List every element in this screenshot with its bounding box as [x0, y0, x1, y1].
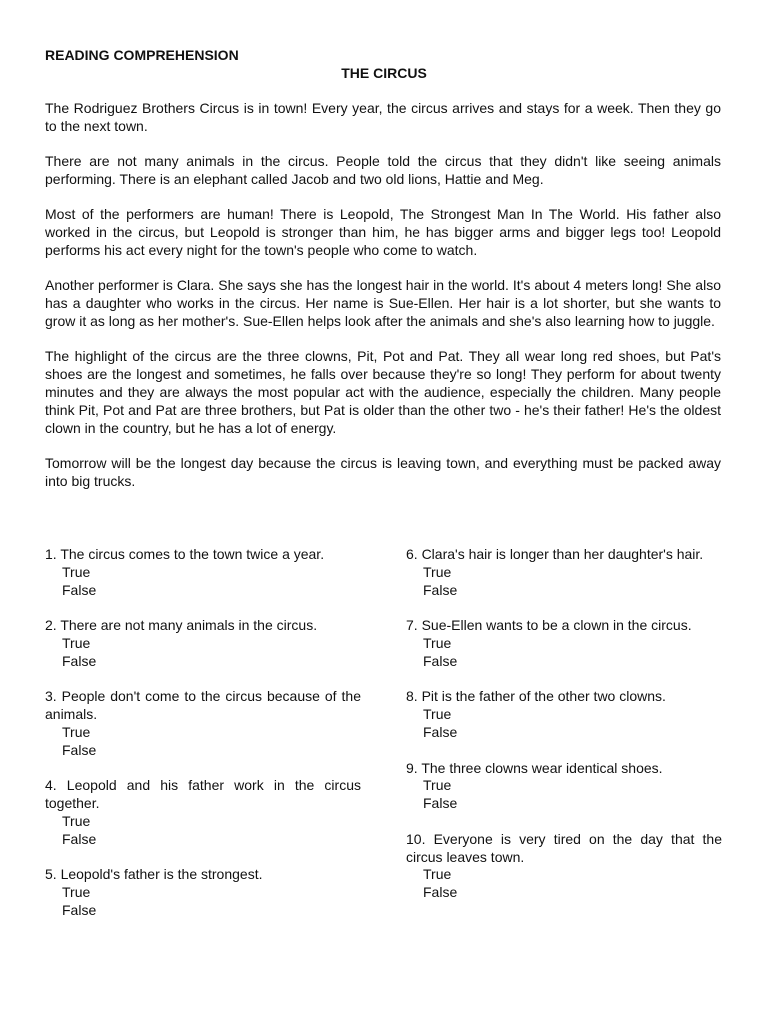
option-true: True [62, 723, 91, 740]
story-paragraph: Most of the performers are human! There is Leopold, The Strongest Man In The World. His father also worked in the circus, but Leopold is stronger than him, he has bigger arms and bigger legs too! Leopold performs his act every night for the town's people who come to watch. [45, 206, 721, 258]
questions-left-column [45, 546, 361, 938]
story-paragraph: Another performer is Clara. She says she has the longest hair in the world. It's about 4 meters long! She also has a daughter who works in the circus. Her name is Sue-Ellen. Her hair is a lot shorter, but she wants to grow it as long as her mother's. Sue-Ellen helps look after the animals and she's also learning how to juggle. [45, 277, 721, 329]
question-text: 1. The circus comes to the town twice a year. [45, 546, 325, 562]
option-false: False [423, 723, 458, 740]
question-item [45, 866, 361, 919]
option-true: True [62, 812, 91, 829]
story-paragraph: The Rodriguez Brothers Circus is in town! Every year, the circus arrives and stays for a week. Then they go to the next town. [45, 100, 721, 134]
option-false: False [423, 652, 458, 669]
question-text: 8. Pit is the father of the other two clowns. [406, 688, 666, 705]
option-false: False [62, 830, 97, 847]
question-item [45, 777, 361, 848]
question-item [406, 688, 722, 741]
option-true: True [423, 563, 452, 580]
option-true: True [423, 866, 452, 883]
worksheet-heading: READING COMPREHENSION [45, 47, 239, 63]
story-paragraph: There are not many animals in the circus. People told the circus that they didn't like seeing animals performing. There is an elephant called Jacob and two old lions, Hattie and Meg. [45, 153, 721, 187]
option-true: True [423, 706, 452, 723]
question-text: 7. Sue-Ellen wants to be a clown in the circus. [406, 617, 692, 634]
question-item [406, 760, 722, 813]
question-text: 4. Leopold and his father work in the circus together. [45, 777, 361, 812]
question-text: 10. Everyone is very tired on the day that the circus leaves town. [406, 830, 722, 865]
option-false: False [423, 884, 458, 901]
question-item [406, 617, 722, 670]
option-false: False [62, 901, 97, 918]
option-true: True [423, 634, 452, 651]
option-true: True [62, 634, 91, 651]
question-item [406, 831, 722, 902]
question-text: 5. Leopold's father is the strongest. [45, 866, 263, 883]
story-paragraph: The highlight of the circus are the three clowns, Pit, Pot and Pat. They all wear long red shoes, but Pat's shoes are the longest and sometimes, he falls over because they're so long! They perform for about twenty minutes and they are always the most popular act with the audience, especially the children. Many people think Pit, Pot and Pat are three brothers, but Pat is older than the other two - he's their father! He's the oldest clown in the country, but he has a lot of energy. [45, 348, 721, 436]
question-text: 9. The three clowns wear identical shoes. [406, 759, 663, 776]
question-item [45, 688, 361, 759]
question-item [406, 546, 722, 599]
option-false: False [62, 741, 97, 758]
story-text [45, 100, 721, 508]
option-false: False [62, 652, 97, 669]
option-true: True [423, 777, 452, 794]
option-false: False [423, 581, 458, 598]
story-paragraph: Tomorrow will be the longest day because the circus is leaving town, and everything must be packed away into big trucks. [45, 454, 721, 489]
option-false: False [62, 581, 97, 598]
option-true: True [62, 884, 91, 901]
option-true: True [62, 563, 91, 580]
question-text: 2. There are not many animals in the circus. [45, 617, 318, 634]
option-false: False [423, 795, 458, 812]
questions-right-column [406, 546, 722, 920]
story-title: THE CIRCUS [341, 65, 427, 81]
question-text: 3. People don't come to the circus because of the animals. [45, 688, 361, 723]
question-item [45, 617, 361, 670]
question-item [45, 546, 361, 599]
question-text: 6. Clara's hair is longer than her daughter's hair. [406, 546, 704, 562]
